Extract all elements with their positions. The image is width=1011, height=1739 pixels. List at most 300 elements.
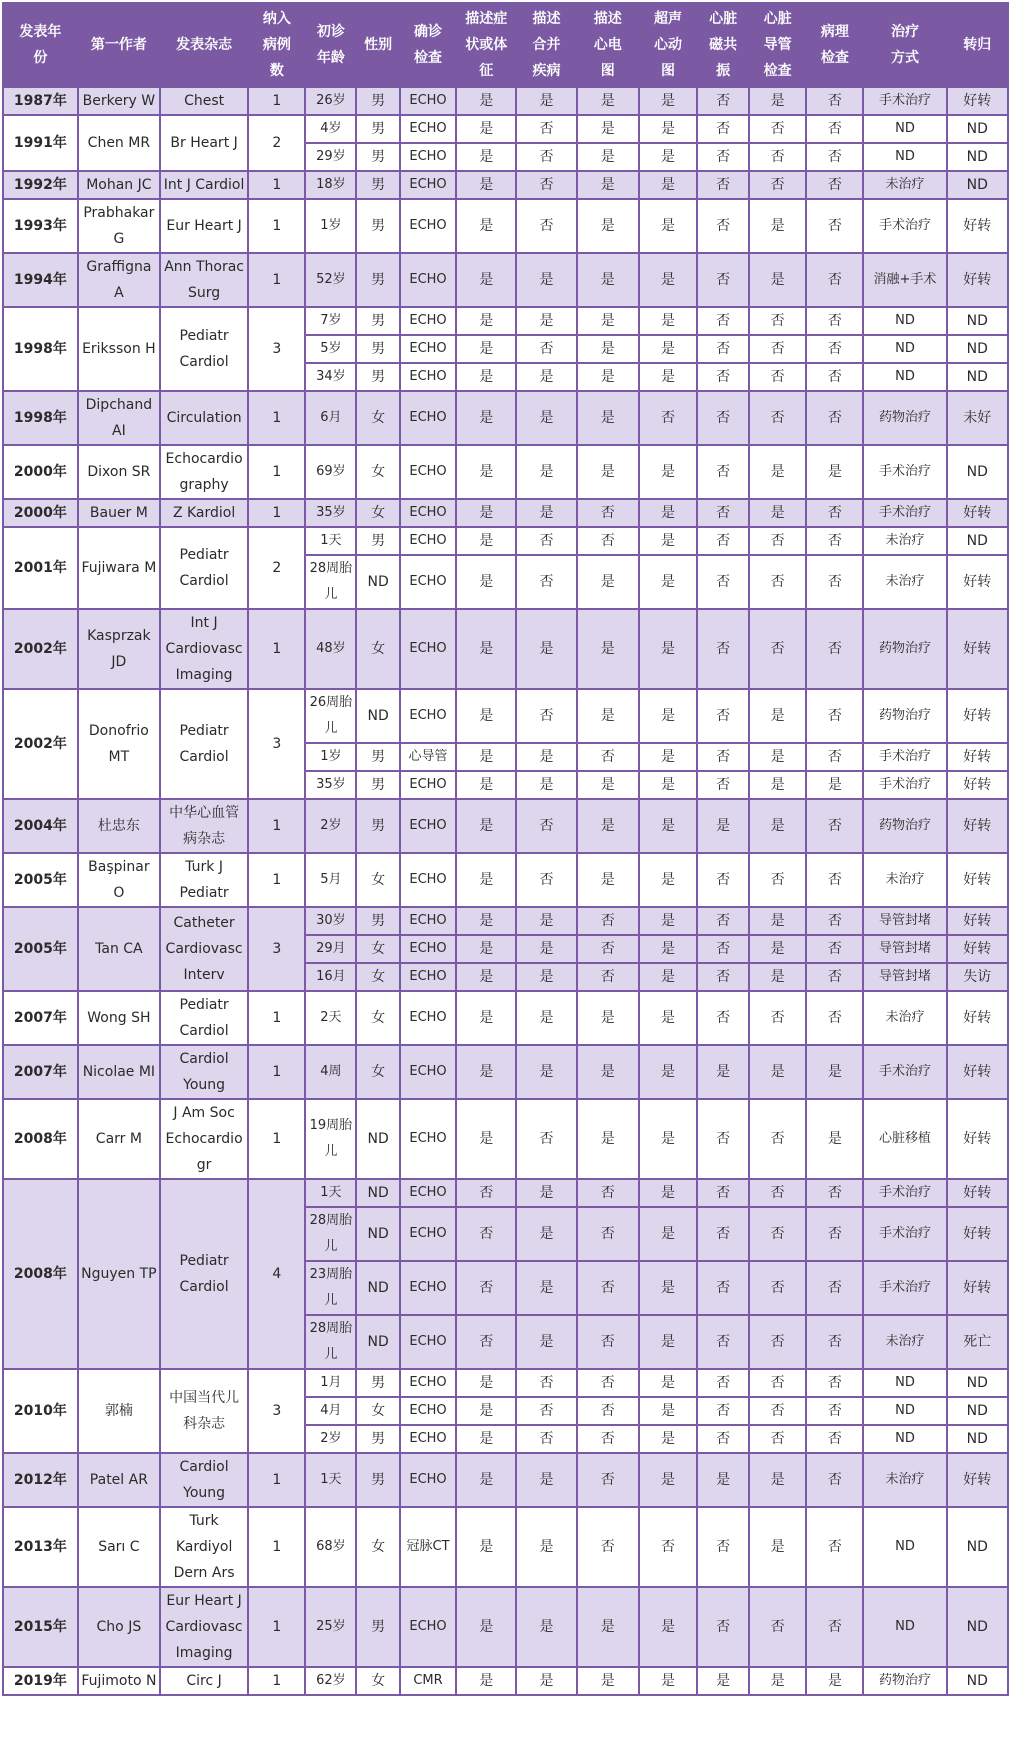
cell-age: 23周胎儿	[305, 1261, 356, 1315]
cell-sex: 男	[356, 1425, 400, 1453]
cell-symptoms: 是	[456, 1453, 516, 1507]
cell-diagnostic-test: ECHO	[400, 1397, 456, 1425]
cell-age: 6月	[305, 391, 356, 445]
cell-case-count: 1	[248, 253, 305, 307]
cell-catheter: 否	[749, 1261, 806, 1315]
cell-cmr: 否	[697, 935, 749, 963]
table-row	[3, 1453, 1008, 1507]
cell-age: 28周胎儿	[305, 1207, 356, 1261]
cell-cmr: 否	[697, 1587, 749, 1667]
cell-author: Mohan JC	[78, 171, 160, 199]
cell-outcome: ND	[947, 1425, 1008, 1453]
cell-case-count: 1	[248, 1507, 305, 1587]
cell-diagnostic-test: ECHO	[400, 963, 456, 991]
cell-outcome: 好转	[947, 1453, 1008, 1507]
cell-ecg: 否	[577, 1397, 639, 1425]
cell-case-count: 1	[248, 1667, 305, 1695]
cell-year: 2013年	[3, 1507, 78, 1587]
cell-diagnostic-test: 心导管	[400, 743, 456, 771]
cell-sex: 女	[356, 1397, 400, 1425]
cell-age: 28周胎儿	[305, 1315, 356, 1369]
cell-echo: 是	[639, 935, 697, 963]
cell-symptoms: 是	[456, 1587, 516, 1667]
cell-symptoms: 是	[456, 527, 516, 555]
cell-age: 48岁	[305, 609, 356, 689]
cell-journal: 中国当代儿科杂志	[160, 1369, 248, 1453]
cell-year: 2019年	[3, 1667, 78, 1695]
header-cmr: 心脏磁共振	[697, 3, 749, 87]
cell-symptoms: 否	[456, 1315, 516, 1369]
cell-comorbidity: 是	[516, 1507, 576, 1587]
cell-treatment: 药物治疗	[863, 609, 946, 689]
cell-author: Prabhakar G	[78, 199, 160, 253]
cell-comorbidity: 是	[516, 771, 576, 799]
cell-echo: 是	[639, 1369, 697, 1397]
cell-treatment: 手术治疗	[863, 199, 946, 253]
cell-age: 52岁	[305, 253, 356, 307]
table-row	[3, 1045, 1008, 1099]
table-row	[3, 799, 1008, 853]
cell-ecg: 是	[577, 335, 639, 363]
cell-sex: 男	[356, 527, 400, 555]
cell-cmr: 是	[697, 1045, 749, 1099]
cell-age: 4月	[305, 1397, 356, 1425]
cell-catheter: 是	[749, 963, 806, 991]
cell-echo: 是	[639, 689, 697, 743]
cell-age: 19周胎儿	[305, 1099, 356, 1179]
cell-catheter: 否	[749, 115, 806, 143]
cell-pathology: 否	[806, 1315, 863, 1369]
cell-diagnostic-test: ECHO	[400, 991, 456, 1045]
cell-symptoms: 是	[456, 445, 516, 499]
cell-case-count: 1	[248, 1453, 305, 1507]
cell-pathology: 否	[806, 907, 863, 935]
cell-author: Donofrio MT	[78, 689, 160, 799]
cell-symptoms: 是	[456, 799, 516, 853]
cell-age: 1岁	[305, 743, 356, 771]
cell-sex: ND	[356, 555, 400, 609]
cell-ecg: 是	[577, 391, 639, 445]
cell-cmr: 否	[697, 87, 749, 115]
cell-age: 18岁	[305, 171, 356, 199]
cell-pathology: 否	[806, 143, 863, 171]
cell-journal: Circ J	[160, 1667, 248, 1695]
cell-comorbidity: 是	[516, 1261, 576, 1315]
cell-sex: 男	[356, 907, 400, 935]
cell-pathology: 否	[806, 555, 863, 609]
cell-comorbidity: 是	[516, 87, 576, 115]
cell-comorbidity: 是	[516, 1667, 576, 1695]
cell-year: 2005年	[3, 853, 78, 907]
case-report-table	[2, 2, 1009, 1696]
cell-catheter: 否	[749, 143, 806, 171]
cell-catheter: 否	[749, 171, 806, 199]
cell-cmr: 否	[697, 253, 749, 307]
cell-case-count: 1	[248, 199, 305, 253]
cell-pathology: 否	[806, 689, 863, 743]
cell-diagnostic-test: ECHO	[400, 253, 456, 307]
cell-ecg: 是	[577, 1099, 639, 1179]
cell-outcome: 好转	[947, 991, 1008, 1045]
cell-catheter: 否	[749, 853, 806, 907]
cell-outcome: ND	[947, 171, 1008, 199]
cell-ecg: 是	[577, 555, 639, 609]
cell-pathology: 否	[806, 991, 863, 1045]
cell-symptoms: 是	[456, 1667, 516, 1695]
cell-diagnostic-test: ECHO	[400, 199, 456, 253]
cell-diagnostic-test: ECHO	[400, 1425, 456, 1453]
cell-case-count: 1	[248, 1099, 305, 1179]
cell-symptoms: 是	[456, 307, 516, 335]
cell-diagnostic-test: ECHO	[400, 499, 456, 527]
cell-outcome: ND	[947, 363, 1008, 391]
cell-author: Wong SH	[78, 991, 160, 1045]
cell-cmr: 否	[697, 1207, 749, 1261]
cell-outcome: ND	[947, 335, 1008, 363]
cell-cmr: 否	[697, 499, 749, 527]
cell-case-count: 1	[248, 1587, 305, 1667]
cell-diagnostic-test: ECHO	[400, 853, 456, 907]
cell-outcome: 好转	[947, 609, 1008, 689]
cell-author: Başpinar O	[78, 853, 160, 907]
cell-case-count: 3	[248, 1369, 305, 1453]
cell-pathology: 否	[806, 1425, 863, 1453]
cell-echo: 是	[639, 363, 697, 391]
cell-age: 2天	[305, 991, 356, 1045]
cell-journal: J Am Soc Echocardiogr	[160, 1099, 248, 1179]
cell-pathology: 否	[806, 1369, 863, 1397]
cell-catheter: 是	[749, 907, 806, 935]
cell-comorbidity: 否	[516, 143, 576, 171]
cell-year: 1998年	[3, 307, 78, 391]
cell-catheter: 否	[749, 335, 806, 363]
cell-ecg: 是	[577, 799, 639, 853]
table-container	[2, 2, 1009, 1696]
cell-cmr: 否	[697, 1397, 749, 1425]
cell-outcome: ND	[947, 445, 1008, 499]
cell-year: 1987年	[3, 87, 78, 115]
cell-cmr: 否	[697, 743, 749, 771]
cell-echo: 是	[639, 1045, 697, 1099]
cell-treatment: 未治疗	[863, 1315, 946, 1369]
cell-journal: 中华心血管病杂志	[160, 799, 248, 853]
cell-symptoms: 是	[456, 743, 516, 771]
cell-case-count: 3	[248, 689, 305, 799]
cell-pathology: 是	[806, 771, 863, 799]
cell-journal: Int J Cardiol	[160, 171, 248, 199]
table-header	[3, 3, 1008, 87]
cell-sex: 男	[356, 115, 400, 143]
cell-cmr: 否	[697, 1507, 749, 1587]
cell-catheter: 否	[749, 609, 806, 689]
cell-diagnostic-test: ECHO	[400, 1179, 456, 1207]
cell-sex: 女	[356, 991, 400, 1045]
cell-sex: 男	[356, 143, 400, 171]
cell-symptoms: 是	[456, 171, 516, 199]
cell-echo: 是	[639, 853, 697, 907]
cell-outcome: 好转	[947, 907, 1008, 935]
table-row	[3, 253, 1008, 307]
cell-outcome: ND	[947, 1587, 1008, 1667]
cell-diagnostic-test: ECHO	[400, 1207, 456, 1261]
cell-comorbidity: 是	[516, 363, 576, 391]
cell-catheter: 否	[749, 1397, 806, 1425]
cell-symptoms: 是	[456, 1045, 516, 1099]
cell-treatment: 未治疗	[863, 853, 946, 907]
cell-cmr: 否	[697, 771, 749, 799]
cell-ecg: 是	[577, 87, 639, 115]
cell-symptoms: 是	[456, 1425, 516, 1453]
cell-treatment: 手术治疗	[863, 1207, 946, 1261]
cell-cmr: 否	[697, 991, 749, 1045]
table-row	[3, 689, 1008, 743]
cell-treatment: 手术治疗	[863, 1261, 946, 1315]
cell-treatment: ND	[863, 1425, 946, 1453]
cell-echo: 是	[639, 1179, 697, 1207]
cell-sex: 男	[356, 87, 400, 115]
cell-comorbidity: 是	[516, 991, 576, 1045]
cell-pathology: 否	[806, 1587, 863, 1667]
cell-treatment: 药物治疗	[863, 799, 946, 853]
table-row	[3, 1507, 1008, 1587]
cell-diagnostic-test: ECHO	[400, 799, 456, 853]
cell-ecg: 是	[577, 199, 639, 253]
cell-case-count: 1	[248, 87, 305, 115]
header-sex: 性别	[356, 3, 400, 87]
cell-symptoms: 否	[456, 1207, 516, 1261]
cell-symptoms: 是	[456, 115, 516, 143]
cell-journal: Turk Kardiyol Dern Ars	[160, 1507, 248, 1587]
cell-diagnostic-test: ECHO	[400, 115, 456, 143]
cell-echo: 是	[639, 1587, 697, 1667]
cell-year: 2007年	[3, 1045, 78, 1099]
cell-outcome: 好转	[947, 499, 1008, 527]
cell-symptoms: 是	[456, 689, 516, 743]
cell-age: 1岁	[305, 199, 356, 253]
cell-cmr: 否	[697, 853, 749, 907]
cell-journal: Pediatr Cardiol	[160, 689, 248, 799]
cell-treatment: 药物治疗	[863, 689, 946, 743]
cell-echo: 否	[639, 1507, 697, 1587]
cell-year: 2015年	[3, 1587, 78, 1667]
cell-cmr: 否	[697, 689, 749, 743]
cell-treatment: 手术治疗	[863, 1179, 946, 1207]
cell-comorbidity: 是	[516, 1207, 576, 1261]
cell-year: 2008年	[3, 1099, 78, 1179]
cell-pathology: 是	[806, 445, 863, 499]
cell-sex: 女	[356, 609, 400, 689]
cell-comorbidity: 否	[516, 1369, 576, 1397]
cell-ecg: 是	[577, 143, 639, 171]
table-row	[3, 307, 1008, 335]
cell-catheter: 是	[749, 1045, 806, 1099]
header-diagnosis: 确诊检查	[400, 3, 456, 87]
cell-symptoms: 是	[456, 853, 516, 907]
cell-catheter: 是	[749, 689, 806, 743]
cell-pathology: 否	[806, 253, 863, 307]
cell-echo: 是	[639, 143, 697, 171]
cell-ecg: 是	[577, 771, 639, 799]
cell-comorbidity: 是	[516, 743, 576, 771]
cell-ecg: 是	[577, 445, 639, 499]
cell-age: 25岁	[305, 1587, 356, 1667]
cell-year: 2007年	[3, 991, 78, 1045]
cell-sex: 男	[356, 1453, 400, 1507]
cell-sex: 女	[356, 445, 400, 499]
cell-ecg: 是	[577, 253, 639, 307]
cell-sex: 男	[356, 771, 400, 799]
cell-catheter: 是	[749, 935, 806, 963]
cell-cmr: 否	[697, 1099, 749, 1179]
cell-diagnostic-test: ECHO	[400, 171, 456, 199]
cell-author: Tan CA	[78, 907, 160, 991]
cell-diagnostic-test: ECHO	[400, 335, 456, 363]
cell-pathology: 否	[806, 963, 863, 991]
cell-outcome: 好转	[947, 199, 1008, 253]
cell-catheter: 否	[749, 391, 806, 445]
cell-treatment: 手术治疗	[863, 743, 946, 771]
cell-cmr: 否	[697, 445, 749, 499]
cell-treatment: ND	[863, 1587, 946, 1667]
cell-comorbidity: 否	[516, 171, 576, 199]
cell-outcome: ND	[947, 527, 1008, 555]
cell-ecg: 否	[577, 527, 639, 555]
cell-symptoms: 是	[456, 609, 516, 689]
cell-echo: 是	[639, 609, 697, 689]
cell-age: 4周	[305, 1045, 356, 1099]
cell-treatment: 药物治疗	[863, 391, 946, 445]
cell-catheter: 是	[749, 499, 806, 527]
cell-symptoms: 是	[456, 1507, 516, 1587]
cell-sex: 男	[356, 363, 400, 391]
cell-year: 2000年	[3, 499, 78, 527]
cell-pathology: 否	[806, 1397, 863, 1425]
cell-sex: 男	[356, 1587, 400, 1667]
cell-catheter: 是	[749, 743, 806, 771]
cell-ecg: 是	[577, 991, 639, 1045]
cell-age: 29月	[305, 935, 356, 963]
cell-treatment: 导管封堵	[863, 907, 946, 935]
cell-cmr: 否	[697, 335, 749, 363]
table-row	[3, 1369, 1008, 1397]
cell-sex: 男	[356, 253, 400, 307]
cell-year: 1992年	[3, 171, 78, 199]
cell-ecg: 是	[577, 1667, 639, 1695]
cell-case-count: 2	[248, 527, 305, 609]
cell-outcome: 好转	[947, 853, 1008, 907]
cell-cmr: 否	[697, 115, 749, 143]
cell-treatment: ND	[863, 307, 946, 335]
cell-comorbidity: 是	[516, 445, 576, 499]
cell-pathology: 是	[806, 1099, 863, 1179]
table-row	[3, 115, 1008, 143]
cell-diagnostic-test: ECHO	[400, 555, 456, 609]
cell-cmr: 否	[697, 1425, 749, 1453]
header-year: 发表年份	[3, 3, 78, 87]
cell-comorbidity: 是	[516, 391, 576, 445]
cell-age: 5月	[305, 853, 356, 907]
cell-echo: 是	[639, 1315, 697, 1369]
cell-symptoms: 是	[456, 335, 516, 363]
cell-sex: ND	[356, 1315, 400, 1369]
cell-echo: 是	[639, 1261, 697, 1315]
cell-comorbidity: 是	[516, 253, 576, 307]
cell-ecg: 否	[577, 1507, 639, 1587]
cell-outcome: 好转	[947, 799, 1008, 853]
cell-treatment: 导管封堵	[863, 935, 946, 963]
cell-outcome: ND	[947, 115, 1008, 143]
cell-case-count: 1	[248, 609, 305, 689]
cell-treatment: 手术治疗	[863, 445, 946, 499]
table-row	[3, 991, 1008, 1045]
cell-sex: 男	[356, 335, 400, 363]
cell-pathology: 否	[806, 1453, 863, 1507]
cell-symptoms: 是	[456, 363, 516, 391]
cell-pathology: 否	[806, 609, 863, 689]
cell-journal: Pediatr Cardiol	[160, 307, 248, 391]
cell-symptoms: 是	[456, 991, 516, 1045]
cell-ecg: 否	[577, 1261, 639, 1315]
cell-age: 16月	[305, 963, 356, 991]
cell-journal: Pediatr Cardiol	[160, 991, 248, 1045]
cell-cmr: 否	[697, 1261, 749, 1315]
cell-cmr: 否	[697, 1369, 749, 1397]
cell-catheter: 否	[749, 1425, 806, 1453]
cell-echo: 是	[639, 907, 697, 935]
cell-age: 26周胎儿	[305, 689, 356, 743]
cell-treatment: 未治疗	[863, 1453, 946, 1507]
cell-journal: Pediatr Cardiol	[160, 1179, 248, 1369]
table-row	[3, 171, 1008, 199]
cell-outcome: 好转	[947, 771, 1008, 799]
cell-symptoms: 是	[456, 391, 516, 445]
cell-cmr: 是	[697, 1667, 749, 1695]
cell-comorbidity: 是	[516, 935, 576, 963]
cell-catheter: 是	[749, 1667, 806, 1695]
cell-comorbidity: 是	[516, 1045, 576, 1099]
cell-sex: 女	[356, 1045, 400, 1099]
cell-cmr: 否	[697, 199, 749, 253]
table-row	[3, 1179, 1008, 1207]
cell-case-count: 1	[248, 445, 305, 499]
table-row	[3, 853, 1008, 907]
cell-treatment: 消融+手术	[863, 253, 946, 307]
cell-comorbidity: 是	[516, 307, 576, 335]
cell-age: 68岁	[305, 1507, 356, 1587]
cell-diagnostic-test: ECHO	[400, 527, 456, 555]
cell-diagnostic-test: ECHO	[400, 1099, 456, 1179]
table-row	[3, 609, 1008, 689]
cell-ecg: 否	[577, 963, 639, 991]
cell-journal: Br Heart J	[160, 115, 248, 171]
cell-journal: Echocardiography	[160, 445, 248, 499]
cell-age: 28周胎儿	[305, 555, 356, 609]
cell-pathology: 是	[806, 1045, 863, 1099]
cell-pathology: 否	[806, 799, 863, 853]
cell-age: 4岁	[305, 115, 356, 143]
header-outcome: 转归	[947, 3, 1008, 87]
cell-ecg: 否	[577, 499, 639, 527]
cell-diagnostic-test: ECHO	[400, 1587, 456, 1667]
cell-sex: 男	[356, 199, 400, 253]
cell-outcome: 好转	[947, 1261, 1008, 1315]
cell-symptoms: 是	[456, 907, 516, 935]
cell-case-count: 1	[248, 991, 305, 1045]
cell-diagnostic-test: ECHO	[400, 1261, 456, 1315]
cell-ecg: 否	[577, 1315, 639, 1369]
cell-comorbidity: 否	[516, 555, 576, 609]
cell-journal: Catheter Cardiovasc Interv	[160, 907, 248, 991]
